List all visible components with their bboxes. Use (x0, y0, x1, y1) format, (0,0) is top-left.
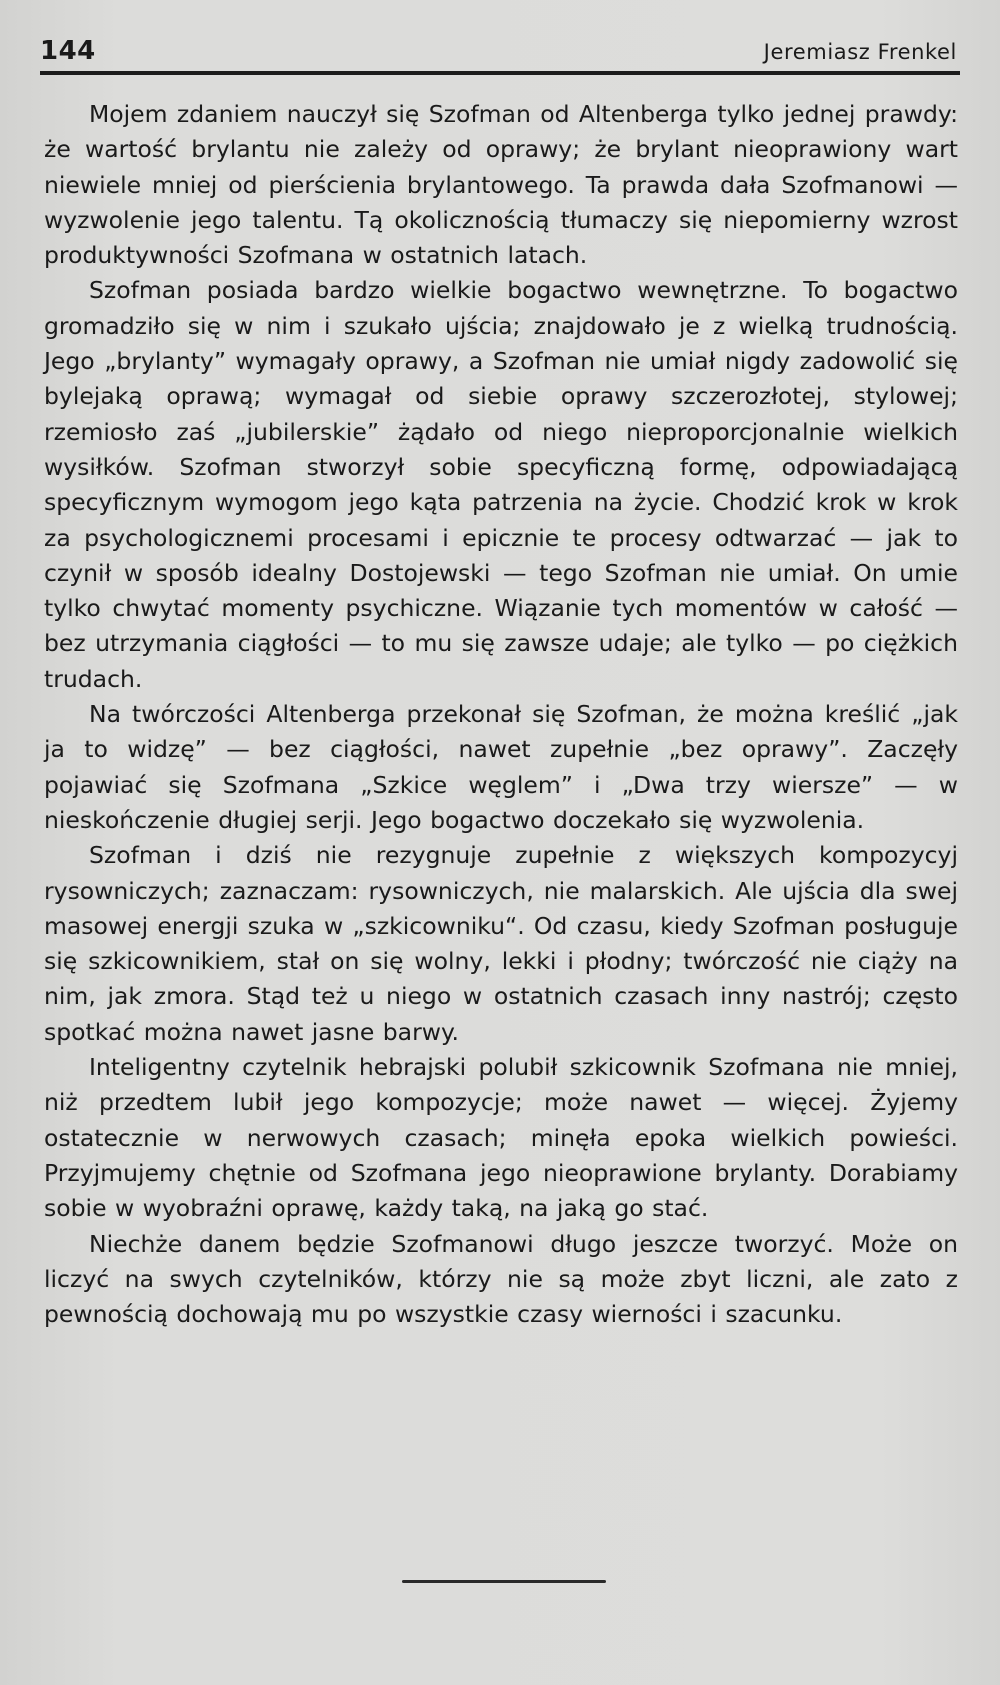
paragraph: Mojem zdaniem nauczył się Szofman od Altenberga tylko jednej prawdy: że wartość brylantu nie zależy od oprawy; że brylant nieoprawiony wart niewiele mniej od pierścienia brylantowego. Ta prawda dała Szofmanowi — wyzwolenie jego talentu. Tą okolicznością tłumaczy się niepomierny wzrost produktywności Szofmana w ostatnich latach. (44, 100, 958, 270)
paragraph: Niechże danem będzie Szofmanowi długo jeszcze tworzyć. Może on liczyć na swych czytelników, którzy nie są może zbyt liczni, ale zato z pewnością dochowają mu po wszystkie czasy wierności i szacunku. (44, 1229, 958, 1329)
page-header (40, 36, 960, 68)
paragraph: Szofman i dziś nie rezygnuje zupełnie z większych kompozycyj rysowniczych; zaznaczam: rysowniczych, nie malarskich. Ale ujścia dla swej masowej energji szuka w „szkicowniku“. Od czasu, kiedy Szofman posługuje się szkicownikiem, stał on się wolny, lekki i płodny; twórczość nie ciąży na nim, jak zmora. Stąd też u niego w ostatnich czasach inny nastrój; często spotkać można nawet jasne barwy. (44, 841, 958, 1046)
paragraph: Inteligentny czytelnik hebrajski polubił szkicownik Szofmana nie mniej, niż przedtem lubił jego kompozycje; może nawet — więcej. Żyjemy ostatecznie w nerwowych czasach; minęła epoka wielkich powieści. Przyjmujemy chętnie od Szofmana jego nieoprawione brylanty. Dorabiamy sobie w wyobraźni oprawę, każdy taką, na jaką go stać. (44, 1053, 958, 1223)
header-rule (40, 71, 960, 75)
body-text (44, 97, 958, 1332)
page-number: 144 (40, 36, 96, 66)
end-rule (402, 1580, 606, 1583)
running-head: Jeremiasz Frenkel (763, 40, 957, 64)
paragraph: Na twórczości Altenberga przekonał się Szofman, że można kreślić „jak ja to widzę” — bez ciągłości, nawet zupełnie „bez oprawy”. Zaczęły pojawiać się Szofmana „Szkice węglem” i „Dwa trzy wiersze” — w nieskończenie długiej serji. Jego bogactwo doczekało się wyzwolenia. (44, 700, 958, 834)
paragraph: Szofman posiada bardzo wielkie bogactwo wewnętrzne. To bogactwo gromadziło się w nim i szukało ujścia; znajdowało je z wielką trudnością. Jego „brylanty” wymagały oprawy, a Szofman nie umiał nigdy zadowolić się bylejaką oprawą; wymagał od siebie oprawy szczerozłotej, stylowej; rzemiosło zaś „jubilerskie” żądało od niego nieproporcjonalnie wielkich wysiłków. Szofman stworzył sobie specyficzną formę, odpowiadającą specyficznym wymogom jego kąta patrzenia na życie. Chodzić krok w krok za psychologicznemi procesami i epicznie te procesy odtwarzać — jak to czynił w sposób idealny Dostojewski — tego Szofman nie umiał. On umie tylko chwytać momenty psychiczne. Wiązanie tych momentów w całość — bez utrzymania ciągłości — to mu się zawsze udaje; ale tylko — po ciężkich trudach. (44, 276, 958, 693)
